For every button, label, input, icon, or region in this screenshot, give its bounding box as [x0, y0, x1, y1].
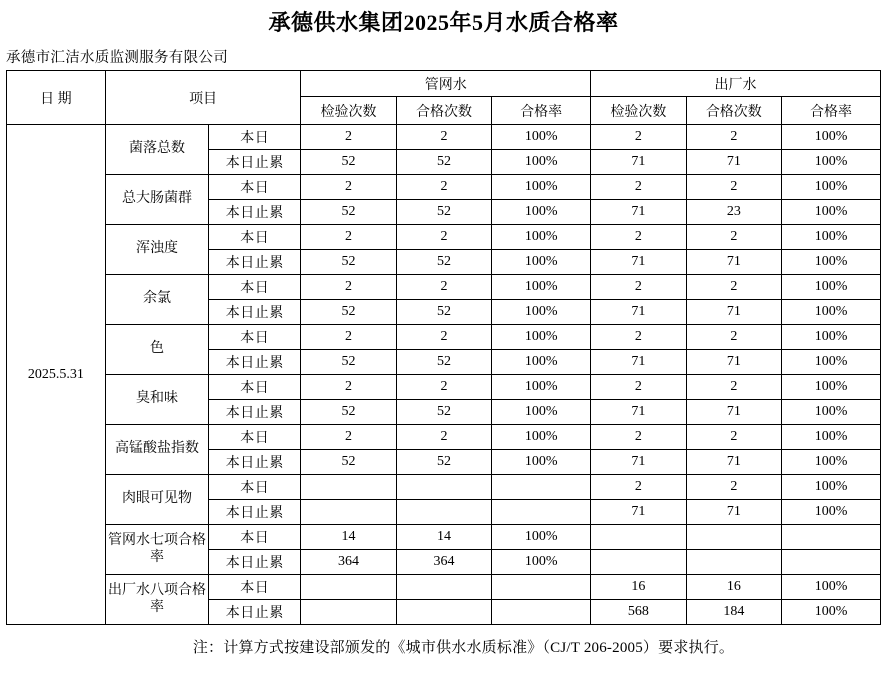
- cell-pipe-pass: 14: [396, 525, 491, 550]
- cell-plant-rate: 100%: [782, 150, 881, 175]
- cell-plant-tests: 2: [591, 225, 686, 250]
- cell-period-today: 本日: [209, 575, 301, 600]
- header-pipe-pass: 合格次数: [396, 97, 491, 125]
- cell-pipe-rate: 100%: [492, 275, 591, 300]
- cell-pipe-rate: 100%: [492, 525, 591, 550]
- cell-pipe-rate: 100%: [492, 175, 591, 200]
- cell-plant-tests: 71: [591, 400, 686, 425]
- cell-pipe-rate: 100%: [492, 250, 591, 275]
- cell-pipe-rate: [492, 500, 591, 525]
- cell-pipe-rate: [492, 600, 591, 625]
- cell-pipe-rate: 100%: [492, 350, 591, 375]
- cell-plant-rate: [782, 525, 881, 550]
- cell-plant-tests: [591, 525, 686, 550]
- cell-parameter: 高锰酸盐指数: [105, 425, 208, 475]
- cell-pipe-rate: 100%: [492, 300, 591, 325]
- cell-plant-pass: 71: [686, 450, 781, 475]
- cell-pipe-tests: 2: [301, 275, 396, 300]
- cell-period-today: 本日: [209, 275, 301, 300]
- cell-parameter: 色: [105, 325, 208, 375]
- cell-plant-rate: 100%: [782, 375, 881, 400]
- header-pipe-rate: 合格率: [492, 97, 591, 125]
- cell-plant-rate: 100%: [782, 175, 881, 200]
- cell-plant-rate: 100%: [782, 500, 881, 525]
- cell-pipe-tests: [301, 575, 396, 600]
- cell-pipe-tests: 2: [301, 225, 396, 250]
- cell-plant-pass: [686, 525, 781, 550]
- cell-plant-pass: 2: [686, 475, 781, 500]
- cell-pipe-tests: 52: [301, 200, 396, 225]
- cell-period-cumulative: 本日止累: [209, 450, 301, 475]
- cell-plant-rate: 100%: [782, 300, 881, 325]
- cell-plant-tests: 2: [591, 375, 686, 400]
- cell-plant-pass: 71: [686, 500, 781, 525]
- header-group-plant-water: 出厂水: [591, 71, 881, 97]
- cell-parameter: 出厂水八项合格率: [105, 575, 208, 625]
- cell-pipe-pass: 52: [396, 250, 491, 275]
- cell-date-value: 2025.5.31: [7, 125, 106, 625]
- cell-plant-pass: 2: [686, 375, 781, 400]
- cell-plant-tests: 16: [591, 575, 686, 600]
- cell-pipe-tests: 2: [301, 325, 396, 350]
- cell-plant-pass: 2: [686, 175, 781, 200]
- cell-plant-pass: 2: [686, 325, 781, 350]
- cell-pipe-pass: [396, 500, 491, 525]
- cell-period-today: 本日: [209, 525, 301, 550]
- cell-pipe-tests: 52: [301, 300, 396, 325]
- cell-plant-tests: 2: [591, 175, 686, 200]
- cell-pipe-rate: [492, 475, 591, 500]
- table-row: [7, 175, 881, 200]
- header-item: 项目: [105, 71, 300, 125]
- cell-period-cumulative: 本日止累: [209, 400, 301, 425]
- cell-pipe-tests: 364: [301, 550, 396, 575]
- cell-plant-tests: 71: [591, 300, 686, 325]
- cell-plant-rate: 100%: [782, 475, 881, 500]
- cell-pipe-tests: 52: [301, 150, 396, 175]
- table-row: [7, 375, 881, 400]
- cell-pipe-pass: 2: [396, 175, 491, 200]
- cell-plant-tests: 568: [591, 600, 686, 625]
- header-date: 日 期: [7, 71, 106, 125]
- cell-pipe-pass: 2: [396, 275, 491, 300]
- table-row: [7, 475, 881, 500]
- header-pipe-tests: 检验次数: [301, 97, 396, 125]
- cell-pipe-pass: 2: [396, 375, 491, 400]
- cell-plant-rate: 100%: [782, 600, 881, 625]
- table-header-row-groups: [7, 71, 881, 97]
- table-row: [7, 125, 881, 150]
- cell-parameter: 总大肠菌群: [105, 175, 208, 225]
- cell-plant-rate: [782, 550, 881, 575]
- cell-pipe-pass: 2: [396, 125, 491, 150]
- cell-plant-rate: 100%: [782, 575, 881, 600]
- cell-pipe-rate: [492, 575, 591, 600]
- footnote-label: 注：: [192, 640, 224, 656]
- cell-pipe-rate: 100%: [492, 325, 591, 350]
- cell-plant-pass: 23: [686, 200, 781, 225]
- cell-pipe-pass: 364: [396, 550, 491, 575]
- cell-plant-tests: 2: [591, 475, 686, 500]
- cell-period-today: 本日: [209, 175, 301, 200]
- cell-period-cumulative: 本日止累: [209, 350, 301, 375]
- cell-pipe-tests: 2: [301, 425, 396, 450]
- cell-plant-pass: 2: [686, 125, 781, 150]
- cell-plant-tests: 71: [591, 500, 686, 525]
- cell-plant-pass: 16: [686, 575, 781, 600]
- cell-pipe-pass: 2: [396, 425, 491, 450]
- cell-period-today: 本日: [209, 375, 301, 400]
- cell-plant-tests: 71: [591, 350, 686, 375]
- cell-pipe-rate: 100%: [492, 550, 591, 575]
- cell-parameter: 管网水七项合格率: [105, 525, 208, 575]
- cell-plant-pass: 71: [686, 250, 781, 275]
- table-row: [7, 425, 881, 450]
- cell-period-cumulative: 本日止累: [209, 500, 301, 525]
- cell-pipe-pass: 52: [396, 150, 491, 175]
- cell-period-today: 本日: [209, 425, 301, 450]
- cell-pipe-tests: [301, 600, 396, 625]
- water-quality-table: [6, 70, 881, 625]
- cell-pipe-tests: 52: [301, 250, 396, 275]
- cell-pipe-pass: 52: [396, 200, 491, 225]
- cell-pipe-rate: 100%: [492, 200, 591, 225]
- cell-pipe-tests: [301, 500, 396, 525]
- cell-plant-rate: 100%: [782, 200, 881, 225]
- cell-plant-pass: [686, 550, 781, 575]
- cell-period-cumulative: 本日止累: [209, 250, 301, 275]
- cell-pipe-rate: 100%: [492, 150, 591, 175]
- cell-plant-rate: 100%: [782, 225, 881, 250]
- cell-period-cumulative: 本日止累: [209, 300, 301, 325]
- table-row: [7, 575, 881, 600]
- cell-pipe-rate: 100%: [492, 375, 591, 400]
- header-plant-pass: 合格次数: [686, 97, 781, 125]
- cell-pipe-rate: 100%: [492, 400, 591, 425]
- cell-parameter: 臭和味: [105, 375, 208, 425]
- cell-period-cumulative: 本日止累: [209, 150, 301, 175]
- cell-pipe-pass: [396, 575, 491, 600]
- cell-plant-tests: 2: [591, 275, 686, 300]
- cell-pipe-rate: 100%: [492, 125, 591, 150]
- cell-plant-rate: 100%: [782, 250, 881, 275]
- cell-plant-rate: 100%: [782, 350, 881, 375]
- cell-parameter: 浑浊度: [105, 225, 208, 275]
- cell-pipe-rate: 100%: [492, 225, 591, 250]
- cell-pipe-tests: 2: [301, 375, 396, 400]
- cell-plant-pass: 184: [686, 600, 781, 625]
- cell-pipe-tests: 2: [301, 125, 396, 150]
- cell-period-today: 本日: [209, 225, 301, 250]
- header-plant-rate: 合格率: [782, 97, 881, 125]
- header-plant-tests: 检验次数: [591, 97, 686, 125]
- cell-plant-pass: 2: [686, 425, 781, 450]
- page-title: 承德供水集团2025年5月水质合格率: [268, 10, 619, 35]
- cell-plant-tests: 71: [591, 200, 686, 225]
- cell-plant-tests: 71: [591, 150, 686, 175]
- cell-pipe-rate: 100%: [492, 450, 591, 475]
- cell-pipe-tests: 52: [301, 450, 396, 475]
- cell-plant-tests: [591, 550, 686, 575]
- cell-pipe-pass: 52: [396, 450, 491, 475]
- cell-pipe-pass: 52: [396, 400, 491, 425]
- footnote-text: 计算方式按建设部颁发的《城市供水水质标准》（CJ/T 206-2005）要求执行。: [223, 640, 735, 656]
- cell-plant-pass: 2: [686, 225, 781, 250]
- table-body: [7, 125, 881, 625]
- table-row: [7, 325, 881, 350]
- cell-plant-pass: 71: [686, 300, 781, 325]
- header-group-pipe-water: 管网水: [301, 71, 591, 97]
- cell-pipe-tests: 2: [301, 175, 396, 200]
- cell-period-today: 本日: [209, 325, 301, 350]
- cell-period-today: 本日: [209, 475, 301, 500]
- cell-plant-pass: 2: [686, 275, 781, 300]
- cell-plant-tests: 2: [591, 125, 686, 150]
- cell-plant-rate: 100%: [782, 400, 881, 425]
- cell-plant-rate: 100%: [782, 325, 881, 350]
- cell-pipe-pass: [396, 475, 491, 500]
- cell-pipe-tests: [301, 475, 396, 500]
- cell-pipe-pass: 2: [396, 325, 491, 350]
- cell-plant-rate: 100%: [782, 125, 881, 150]
- cell-parameter: 余氯: [105, 275, 208, 325]
- table-row: [7, 525, 881, 550]
- cell-plant-rate: 100%: [782, 425, 881, 450]
- cell-plant-tests: 71: [591, 250, 686, 275]
- cell-plant-rate: 100%: [782, 275, 881, 300]
- cell-period-today: 本日: [209, 125, 301, 150]
- cell-period-cumulative: 本日止累: [209, 600, 301, 625]
- cell-pipe-rate: 100%: [492, 425, 591, 450]
- cell-pipe-tests: 52: [301, 350, 396, 375]
- cell-period-cumulative: 本日止累: [209, 200, 301, 225]
- cell-pipe-pass: 52: [396, 300, 491, 325]
- cell-pipe-pass: 2: [396, 225, 491, 250]
- cell-plant-tests: 2: [591, 325, 686, 350]
- cell-parameter: 肉眼可见物: [105, 475, 208, 525]
- table-row: [7, 225, 881, 250]
- cell-pipe-tests: 14: [301, 525, 396, 550]
- cell-pipe-pass: [396, 600, 491, 625]
- cell-parameter: 菌落总数: [105, 125, 208, 175]
- cell-period-cumulative: 本日止累: [209, 550, 301, 575]
- cell-pipe-tests: 52: [301, 400, 396, 425]
- cell-plant-pass: 71: [686, 400, 781, 425]
- footnote: [0, 625, 887, 657]
- cell-plant-rate: 100%: [782, 450, 881, 475]
- cell-plant-tests: 2: [591, 425, 686, 450]
- cell-plant-tests: 71: [591, 450, 686, 475]
- organization-name: 承德市汇洁水质监测服务有限公司: [6, 50, 228, 66]
- table-row: [7, 275, 881, 300]
- cell-plant-pass: 71: [686, 150, 781, 175]
- cell-pipe-pass: 52: [396, 350, 491, 375]
- cell-plant-pass: 71: [686, 350, 781, 375]
